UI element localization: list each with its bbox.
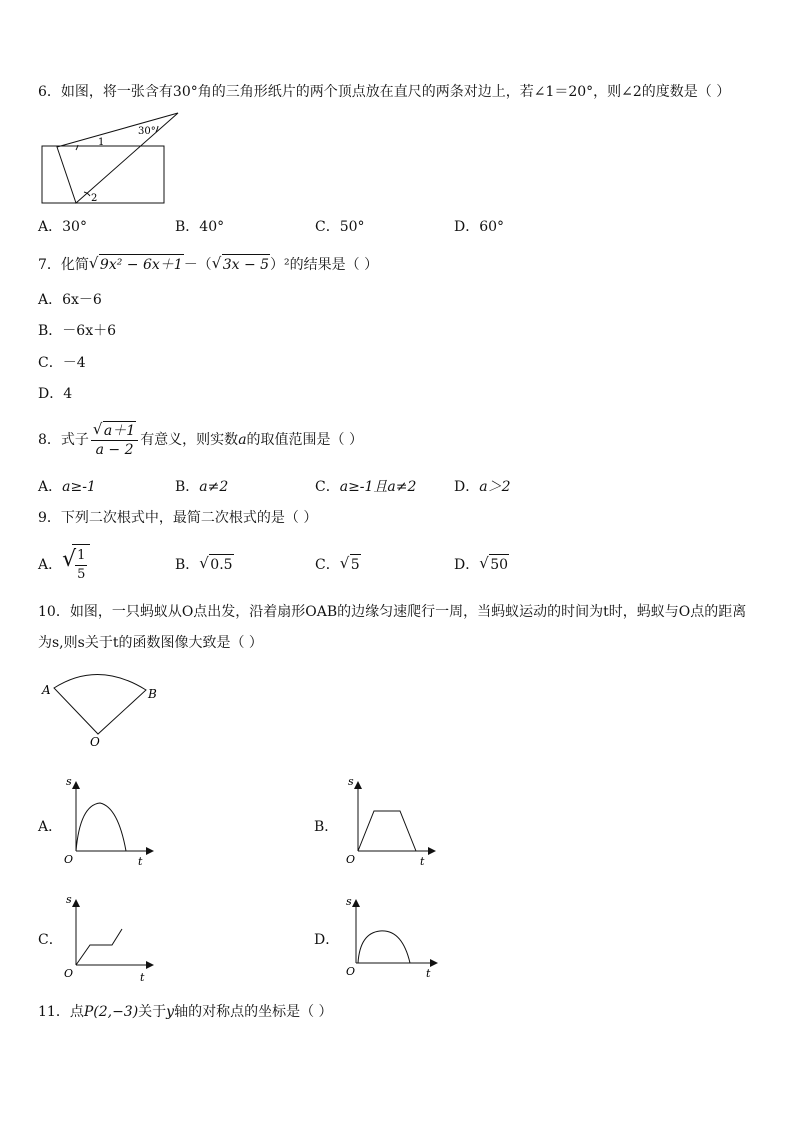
q7-option-d[interactable]: D．4	[38, 386, 73, 402]
sector-oab	[54, 674, 146, 734]
q10-option-d-label[interactable]: D．	[314, 932, 340, 948]
triangle-paper	[57, 113, 178, 203]
svg-text:t: t	[420, 855, 425, 867]
q8-option-d[interactable]: D．a＞2	[454, 479, 511, 495]
angle-1-label: 1	[98, 137, 105, 148]
question-11-text: 11．点P(2,−3)关于y轴的对称点的坐标是（ ）	[38, 1004, 333, 1020]
sector-oab-figure	[38, 668, 173, 753]
q10-option-a-label[interactable]: A．	[38, 819, 63, 835]
q6-option-b[interactable]: B．40°	[175, 219, 225, 235]
svg-text:t: t	[140, 971, 145, 984]
svg-text:O: O	[64, 967, 74, 980]
svg-text:s: s	[346, 895, 352, 908]
svg-text:s: s	[66, 893, 72, 906]
svg-text:O: O	[346, 965, 356, 978]
svg-text:O: O	[90, 735, 100, 749]
q10-graph-a[interactable]	[62, 775, 157, 867]
question-8-text: 8．式子 √ a＋1 a − 2 有意义，则实数a的取值范围是（ ）	[38, 420, 363, 458]
question-6-text: 6．如图，将一张含有30°角的三角形纸片的两个顶点放在直尺的两条对边上，若∠1＝20°，则∠2的度数是（ ）	[38, 84, 731, 100]
q9-option-c[interactable]: C． √ 5	[315, 554, 360, 573]
q10-graph-d[interactable]	[342, 893, 442, 985]
svg-text:A: A	[42, 683, 51, 697]
q6-option-a[interactable]: A．30°	[38, 219, 87, 235]
q8-option-b[interactable]: B．a≠2	[175, 479, 229, 495]
q7-option-a[interactable]: A．6x－6	[38, 292, 102, 308]
q7-option-b[interactable]: B．－6x＋6	[38, 323, 117, 339]
q9-option-a[interactable]: A． √ $\frac{1}{5}$	[38, 544, 90, 585]
svg-text:s: s	[66, 775, 72, 788]
svg-text:O: O	[346, 853, 356, 866]
q9-option-d[interactable]: D． √ 50	[454, 554, 509, 573]
question-7-text: 7．化简 √ 9x² − 6x＋1－（ √ 3x − 5）²的结果是（ ）	[38, 254, 379, 273]
q10-option-b-label[interactable]: B．	[314, 819, 339, 835]
angle-30-label: 30°	[138, 126, 156, 137]
svg-text:B: B	[148, 687, 157, 701]
q10-graph-c[interactable]	[62, 893, 157, 985]
q10-option-c-label[interactable]: C．	[38, 932, 63, 948]
q9-option-b[interactable]: B． √ 0.5	[175, 554, 233, 573]
angle-2-label: 2	[91, 193, 98, 204]
q7-option-c[interactable]: C．－4	[38, 355, 86, 371]
question-9-text: 9．下列二次根式中，最简二次根式的是（ ）	[38, 510, 318, 526]
q6-option-d[interactable]: D．60°	[454, 219, 505, 235]
question-10-line-2: 为s,则s关于t的函数图像大致是（ ）	[38, 635, 263, 651]
svg-text:O: O	[64, 853, 74, 866]
ruler-rect	[42, 146, 164, 203]
q8-option-c[interactable]: C．a≥-1且a≠2	[315, 479, 417, 495]
question-6-figure	[38, 110, 183, 210]
svg-text:t: t	[138, 855, 143, 867]
svg-text:s: s	[348, 775, 354, 788]
question-10-line-1: 10．如图，一只蚂蚁从O点出发，沿着扇形OAB的边缘匀速爬行一周，当蚂蚁运动的时间为t时，蚂蚁与O点的距离	[38, 604, 747, 620]
q6-option-c[interactable]: C．50°	[315, 219, 365, 235]
svg-text:t: t	[426, 967, 431, 980]
q10-graph-b[interactable]	[344, 775, 439, 867]
q8-option-a[interactable]: A．a≥-1	[38, 479, 96, 495]
